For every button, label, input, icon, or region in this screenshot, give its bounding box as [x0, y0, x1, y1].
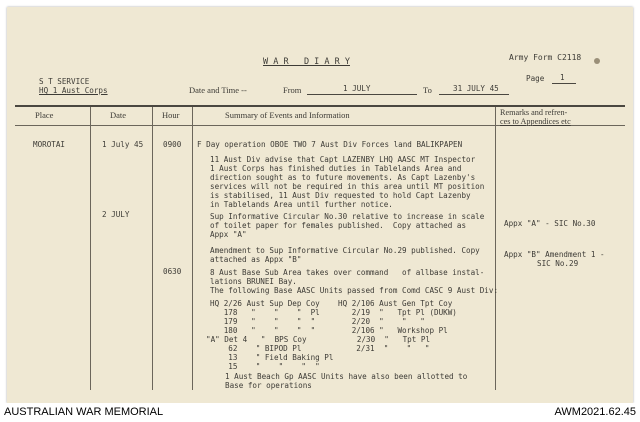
text-line: 1 Aust Beach Gp AASC Units have also been allotted to [225, 372, 468, 381]
text-line: lations BRUNEI Bay. [210, 277, 297, 286]
entry-date-1: 1 July 45 [102, 140, 144, 149]
to-label: To [423, 85, 432, 95]
entry-hour-1: 0900 [163, 140, 182, 149]
to-underline [439, 94, 509, 95]
text-line: in Tablelands Area until further notice. [210, 200, 393, 209]
unit-line: 180 " " " " 2/106 " Workshop Pl [210, 326, 448, 335]
entry-date-2: 2 JULY [102, 210, 130, 219]
remark-appx-a: Appx "A" - SIC No.30 [504, 219, 596, 228]
page-number: 1 [560, 73, 565, 82]
from-label: From [283, 85, 302, 95]
from-underline [307, 94, 417, 95]
text-line: Amendment to Sup Informative Circular No.29 published. Copy [210, 246, 480, 255]
punch-hole [594, 58, 600, 64]
unit-line: 15 " " " " [210, 362, 320, 371]
col-header-remarks-1: Remarks and refren- [500, 108, 568, 117]
entry-line-1: F Day operation OBOE TWO 7 Aust Div Forces land BALIKPAPEN [197, 140, 463, 149]
table-top-rule [15, 105, 625, 107]
unit-line: 179 " " " " 2/20 " " " [210, 317, 425, 326]
footer-accession: AWM2021.62.45 [554, 406, 636, 418]
footer-source: AUSTRALIAN WAR MEMORIAL [4, 406, 164, 418]
col-header-remarks-2: ces to Appendices etc [500, 117, 571, 126]
text-line: is stabilised, 11 Aust Div requested to hold Capt Lazenby [210, 191, 471, 200]
text-line: 11 Aust Div advise that Capt LAZENBY LHQ AASC MT Inspector [210, 155, 476, 164]
date-time-label: Date and Time -- [189, 85, 247, 95]
text-line: 1 Aust Corps has finished duties in Tablelands Area and [210, 164, 462, 173]
page-label: Page [526, 74, 545, 83]
war-diary-sheet [7, 7, 633, 403]
column-rule-4 [495, 107, 496, 390]
col-header-hour: Hour [162, 110, 180, 120]
col-header-date: Date [110, 110, 127, 120]
unit-hq: HQ 1 Aust Corps [39, 86, 108, 95]
column-rule-3 [192, 107, 193, 390]
text-line: of toilet paper for females published. Copy attached as [210, 221, 467, 230]
text-line: Appx "A" [210, 230, 247, 239]
col-header-summary: Summary of Events and Information [225, 110, 350, 120]
column-rule-1 [90, 107, 91, 390]
text-line: attached as Appx "B" [210, 255, 302, 264]
text-line: Base for operations [225, 381, 312, 390]
remark-appx-b-2: SIC No.29 [537, 259, 579, 268]
diary-title: W A R D I A R Y [263, 57, 350, 67]
entry-place: MOROTAI [33, 140, 66, 149]
entry-hour-2: 0630 [163, 267, 182, 276]
text-line: 8 Aust Base Sub Area takes over command of allbase instal- [210, 268, 485, 277]
text-line: services will not be required in this area until MT position [210, 182, 485, 191]
page-number-underline [552, 83, 576, 84]
unit-line: HQ 2/26 Aust Sup Dep Coy HQ 2/106 Aust Gen Tpt Coy [210, 299, 453, 308]
text-line: The following Base AASC Units passed from Comd CASC 9 Aust Div: [210, 286, 499, 295]
unit-line: 178 " " " Pl 2/19 " Tpt Pl (DUKW) [210, 308, 457, 317]
unit-line: 62 " BIPOD Pl 2/31 " " " [210, 344, 430, 353]
text-line: direction sought as to future movements. As Capt Lazenby's [210, 173, 476, 182]
remark-appx-b-1: Appx "B" Amendment 1 - [504, 250, 605, 259]
army-form-label: Army Form C2118 [509, 53, 582, 62]
column-rule-2 [152, 107, 153, 390]
text-line: Sup Informative Circular No.30 relative to increase in scale [210, 212, 485, 221]
col-header-place: Place [35, 110, 54, 120]
footer-bar [0, 403, 640, 422]
from-date: 1 JULY [343, 84, 371, 93]
unit-name: S T SERVICE [39, 77, 90, 86]
to-date: 31 JULY 45 [453, 84, 499, 93]
unit-line: 13 " Field Baking Pl [210, 353, 334, 362]
unit-line: "A" Det 4 " BPS Coy 2/30 " Tpt Pl [206, 335, 431, 344]
